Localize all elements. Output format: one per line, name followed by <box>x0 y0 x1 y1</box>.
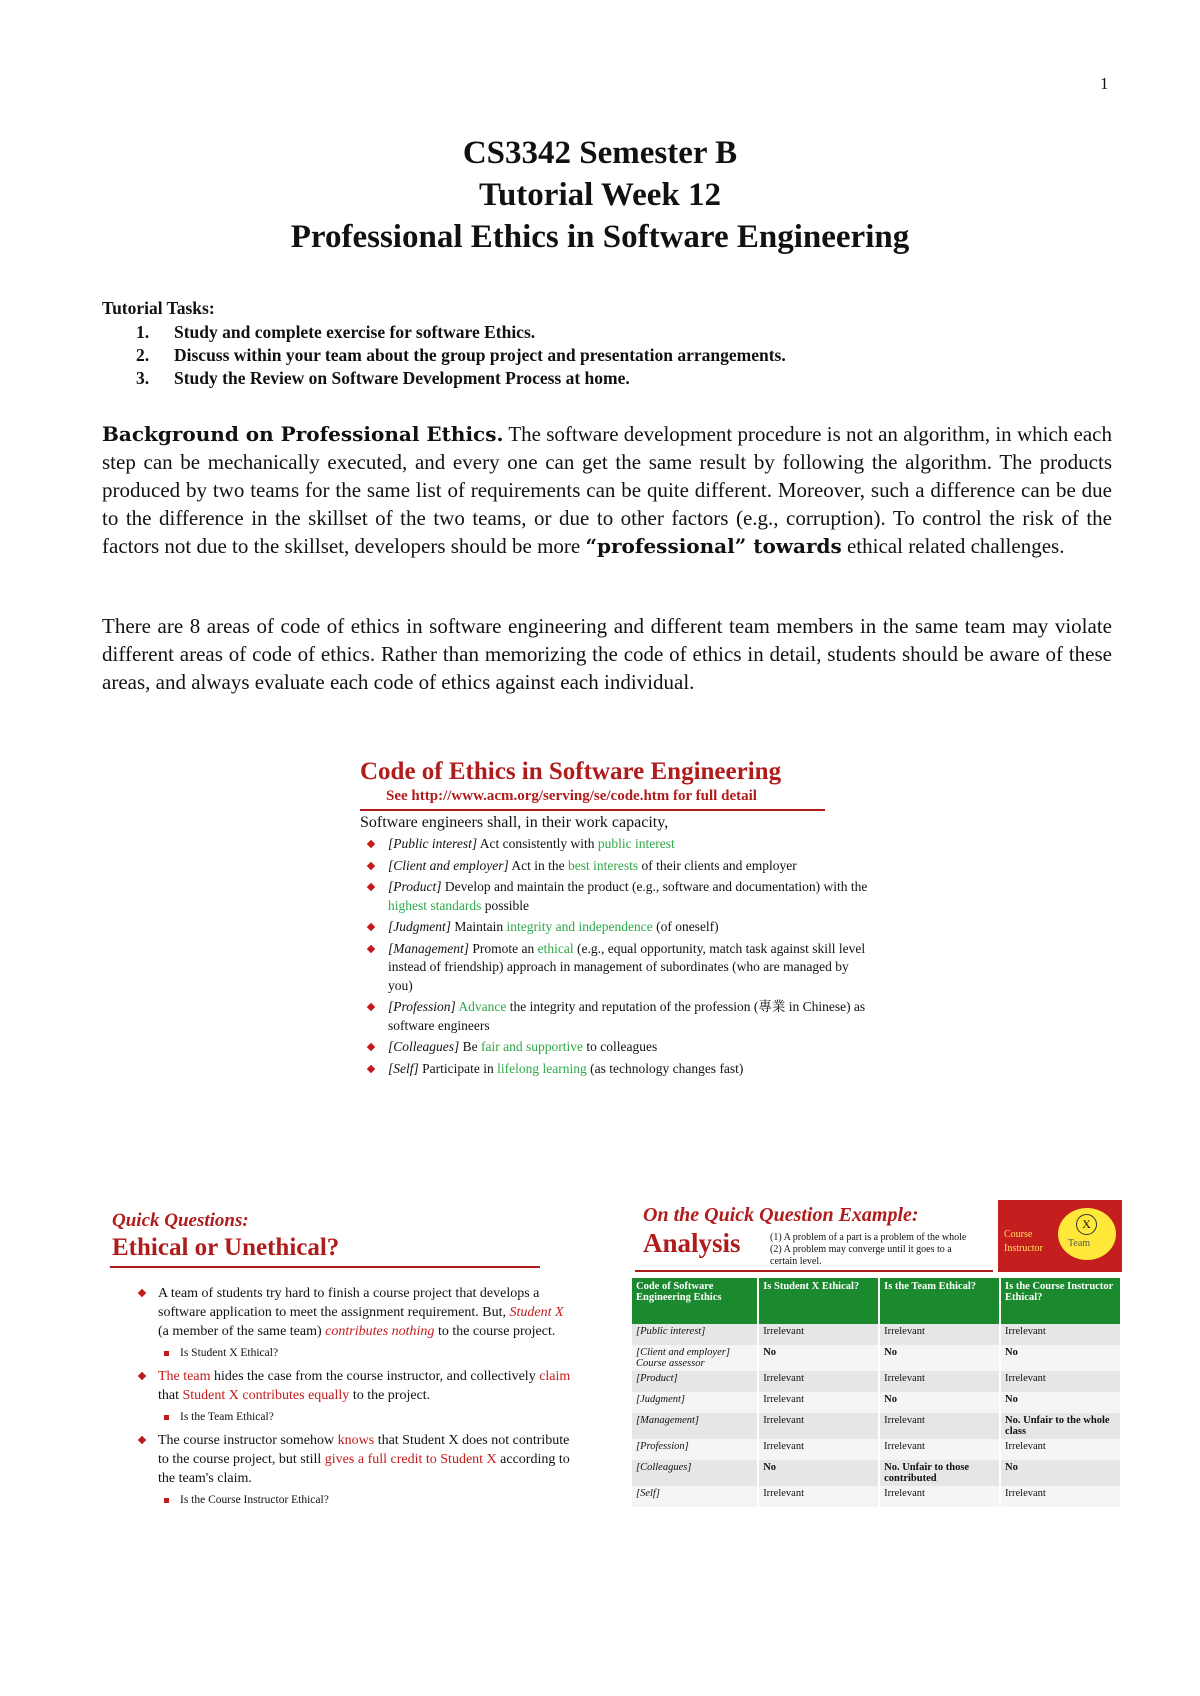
text: to the course project. <box>434 1324 556 1339</box>
diamond-bullet-icon <box>367 1043 375 1051</box>
table-cell: No <box>1000 1345 1121 1371</box>
ethics-area-tag: [Management] <box>388 940 469 956</box>
question-1-sub <box>112 1345 572 1361</box>
ethics-text: Promote an <box>469 940 538 956</box>
background-text-end: ethical related challenges. <box>841 534 1065 558</box>
table-row <box>632 1392 1121 1413</box>
ethics-text: possible <box>481 897 530 913</box>
areas-paragraph: There are 8 areas of code of ethics in software engineering and different team members in the same team may violate different areas of code of ethics. Rather than memorizing the code of ethics in detail, students should be aware of these areas, and always evaluate each code of ethics against each individual. <box>102 614 1112 694</box>
table-cell: Irrelevant <box>879 1439 1000 1460</box>
diamond-bullet-icon <box>138 1372 146 1380</box>
table-row <box>632 1439 1121 1460</box>
question-1 <box>112 1284 572 1341</box>
table-cell: Irrelevant <box>758 1371 879 1392</box>
table-header-row <box>632 1278 1121 1324</box>
divider <box>635 1270 993 1272</box>
background-text: The software development procedure is not an algorithm, in which each step can be mechanically executed, and every one can get the same result by following the algorithm. The products produced by two teams for the same list of requirements can be quite different. Moreover, such a difference can be due to the difference in the skillset of the two teams, or due to other factors (e.g., corruption). To control the risk of the factors not due to the skillset, developers should be more <box>102 422 1112 558</box>
diamond-bullet-icon <box>367 883 375 891</box>
code-of-ethics-slide <box>360 757 870 1081</box>
table-cell: [Profession] <box>632 1439 758 1460</box>
table-cell: Irrelevant <box>758 1439 879 1460</box>
task-number: 3. <box>136 368 150 388</box>
table-body <box>632 1324 1121 1507</box>
ethics-text: (of oneself) <box>652 919 719 934</box>
diamond-bullet-icon <box>367 944 375 952</box>
column-header: Is the Course Instructor Ethical? <box>1000 1278 1121 1324</box>
ethics-text: (as technology changes fast) <box>586 1060 744 1076</box>
qq-subtitle: Ethical or Unethical? <box>112 1234 340 1261</box>
table-cell: Irrelevant <box>1000 1371 1121 1392</box>
ethics-area-tag: [Self] <box>388 1060 419 1076</box>
task-list <box>102 321 1112 390</box>
question-3-sub <box>112 1492 572 1508</box>
text: to the project. <box>349 1388 431 1403</box>
text: according to the team's claim. <box>158 1452 570 1486</box>
ethics-keyword: highest standards <box>388 897 482 913</box>
table-cell: [Management] <box>632 1413 758 1439</box>
highlight: The team <box>158 1369 211 1384</box>
task-text: Study the Review on Software Development Process at home. <box>174 368 630 388</box>
ethics-area-tag: [Profession] <box>388 999 456 1014</box>
professional-emphasis: “professional” towards <box>585 534 842 558</box>
diamond-bullet-icon <box>367 840 375 848</box>
hierarchy-diagram <box>998 1200 1122 1272</box>
text: Is the Course Instructor Ethical? <box>180 1494 329 1506</box>
table-cell: [Client and employer] Course assessor <box>632 1345 758 1371</box>
ethics-intro: Software engineers shall, in their work capacity, <box>360 814 669 831</box>
ethics-keyword: best interests <box>568 857 639 873</box>
task-text: Discuss within your team about the group project and presentation arrangements. <box>174 345 786 365</box>
analysis-title: On the Quick Question Example: <box>643 1204 919 1226</box>
tutorial-tasks <box>102 298 1112 390</box>
label-line: Instructor <box>1004 1243 1043 1254</box>
text: Is the Team Ethical? <box>180 1411 274 1423</box>
ethics-list <box>360 835 870 1078</box>
ethics-text: Participate in <box>418 1060 498 1076</box>
analysis-slide <box>610 1200 1114 1555</box>
table-row <box>632 1413 1121 1439</box>
highlight: contributes nothing <box>325 1324 435 1339</box>
tutorial-title: Tutorial Week 12 <box>478 177 722 213</box>
divider <box>110 1266 540 1268</box>
ethics-keyword: lifelong learning <box>497 1060 587 1076</box>
task-text: Study and complete exercise for software Ethics. <box>174 322 536 342</box>
divider <box>360 809 825 811</box>
question-2-sub <box>112 1409 572 1425</box>
text: that <box>158 1388 183 1403</box>
text: that Student X does not contribute to the course project, but still <box>158 1433 570 1467</box>
diamond-bullet-icon <box>367 923 375 931</box>
diamond-bullet-icon <box>367 1003 375 1011</box>
ethics-title: Code of Ethics in Software Engineering <box>360 758 782 785</box>
table-row <box>632 1460 1121 1486</box>
team-label: Team <box>1068 1238 1091 1249</box>
course-title: CS3342 Semester B <box>462 135 738 171</box>
ethics-text: Act in the <box>508 857 568 873</box>
table-cell: Irrelevant <box>879 1486 1000 1507</box>
table-cell: No <box>879 1392 1000 1413</box>
background-lead: Background on Professional Ethics. <box>102 422 504 446</box>
ethics-area-tag: [Judgment] <box>388 919 451 934</box>
ethics-area-tag: [Public interest] <box>388 836 478 851</box>
analysis-subtitle: Analysis <box>643 1228 741 1258</box>
ethics-keyword: integrity and independence <box>506 919 653 934</box>
table-cell: [Judgment] <box>632 1392 758 1413</box>
question-3 <box>112 1431 572 1488</box>
ethics-keyword: fair and supportive <box>481 1039 583 1054</box>
table-row <box>632 1324 1121 1345</box>
list-item <box>360 1038 870 1057</box>
table-row <box>632 1371 1121 1392</box>
label-line: Course <box>1004 1229 1033 1240</box>
table-cell: No. Unfair to those contributed <box>879 1460 1000 1486</box>
text: The course instructor somehow <box>158 1433 338 1448</box>
ethics-text: Maintain <box>451 919 507 934</box>
ethics-text: of their clients and employer <box>638 857 797 873</box>
question-2 <box>112 1367 572 1405</box>
ethics-text: Develop and maintain the product (e.g., software and documentation) with the <box>441 879 868 894</box>
ethics-area-tag: [Colleagues] <box>388 1039 460 1054</box>
table-cell: No <box>879 1345 1000 1371</box>
ethics-area-tag: [Product] <box>388 879 442 894</box>
list-item <box>102 344 1112 367</box>
ethics-text: (e.g., equal opportunity, match task against skill level instead of friendship) approach in management of subordinates (who are managed by you) <box>388 940 866 993</box>
list-item <box>102 367 1112 390</box>
table-cell: No <box>758 1460 879 1486</box>
highlight: Student X contributes equally <box>182 1388 350 1403</box>
highlight: gives a full credit to Student X <box>324 1452 497 1467</box>
table-cell: [Product] <box>632 1371 758 1392</box>
task-number: 2. <box>136 345 150 365</box>
table-cell: [Colleagues] <box>632 1460 758 1486</box>
square-bullet-icon <box>164 1415 169 1420</box>
ethics-text: the integrity and reputation of the profession (專業 in Chinese) as software engineers <box>388 999 866 1033</box>
list-item <box>102 321 1112 344</box>
square-bullet-icon <box>164 1351 169 1356</box>
topic-title: Professional Ethics in Software Engineering <box>290 219 910 255</box>
highlight: knows <box>337 1433 375 1448</box>
ethics-area-tag: [Client and employer] <box>388 857 509 873</box>
ethics-keyword: public interest <box>597 836 675 851</box>
tasks-header: Tutorial Tasks: <box>102 298 215 318</box>
list-item <box>360 940 870 996</box>
table-cell: Irrelevant <box>758 1324 879 1345</box>
table-cell: Irrelevant <box>758 1392 879 1413</box>
ethics-text: to colleagues <box>582 1039 658 1054</box>
table-cell: Irrelevant <box>1000 1486 1121 1507</box>
task-number: 1. <box>136 322 150 342</box>
document-title <box>0 132 1200 258</box>
text: hides the case from the course instructor, and collectively <box>210 1369 540 1384</box>
diamond-bullet-icon <box>367 1064 375 1072</box>
table-cell: No <box>758 1345 879 1371</box>
table-cell: [Self] <box>632 1486 758 1507</box>
table-cell: No. Unfair to the whole class <box>1000 1413 1121 1439</box>
list-item <box>360 878 870 915</box>
highlight: claim <box>539 1369 571 1384</box>
diamond-bullet-icon <box>138 1289 146 1297</box>
analysis-note: (1) A problem of a part is a problem of the whole (2) A problem may converge until it goes to a certain level. <box>770 1232 967 1267</box>
column-header: Is the Team Ethical? <box>879 1278 1000 1324</box>
list-item <box>360 998 870 1035</box>
table-cell: No <box>1000 1392 1121 1413</box>
diamond-bullet-icon <box>138 1436 146 1444</box>
page-number: 1 <box>1100 74 1109 93</box>
highlight: Student X <box>509 1305 564 1320</box>
table-cell: [Public interest] <box>632 1324 758 1345</box>
team-circle <box>1058 1208 1116 1260</box>
analysis-table <box>632 1278 1122 1507</box>
table-row <box>632 1486 1121 1507</box>
column-header: Code of Software Engineering Ethics <box>632 1278 758 1324</box>
ethics-keyword: Advance <box>458 999 507 1014</box>
table-cell: No <box>1000 1460 1121 1486</box>
table-cell: Irrelevant <box>1000 1324 1121 1345</box>
student-x-circle: X <box>1076 1214 1097 1235</box>
text: Is Student X Ethical? <box>180 1347 279 1359</box>
quick-questions-slide <box>112 1210 572 1514</box>
list-item <box>360 918 870 937</box>
list-item <box>360 1060 870 1079</box>
ethics-text: Act consistently with <box>477 836 598 851</box>
course-instructor-label <box>1004 1228 1043 1256</box>
table-cell: Irrelevant <box>879 1324 1000 1345</box>
table-cell: Irrelevant <box>879 1371 1000 1392</box>
ethics-keyword: ethical <box>537 940 574 956</box>
text: (a member of the same team) <box>158 1324 326 1339</box>
diamond-bullet-icon <box>367 861 375 869</box>
table-cell: Irrelevant <box>879 1413 1000 1439</box>
background-paragraph <box>102 420 1112 560</box>
text: A team of students try hard to finish a course project that develops a software application to meet the assignment requirement. But, <box>158 1286 540 1320</box>
list-item <box>360 835 870 854</box>
qq-title: Quick Questions: <box>112 1210 249 1231</box>
list-item <box>360 857 870 876</box>
ethics-text: Be <box>459 1039 482 1054</box>
table-cell: Irrelevant <box>1000 1439 1121 1460</box>
table-row <box>632 1345 1121 1371</box>
table-cell: Irrelevant <box>758 1486 879 1507</box>
column-header: Is Student X Ethical? <box>758 1278 879 1324</box>
table-cell: Irrelevant <box>758 1413 879 1439</box>
square-bullet-icon <box>164 1498 169 1503</box>
ethics-subtitle: See http://www.acm.org/serving/se/code.htm for full detail <box>386 788 757 804</box>
